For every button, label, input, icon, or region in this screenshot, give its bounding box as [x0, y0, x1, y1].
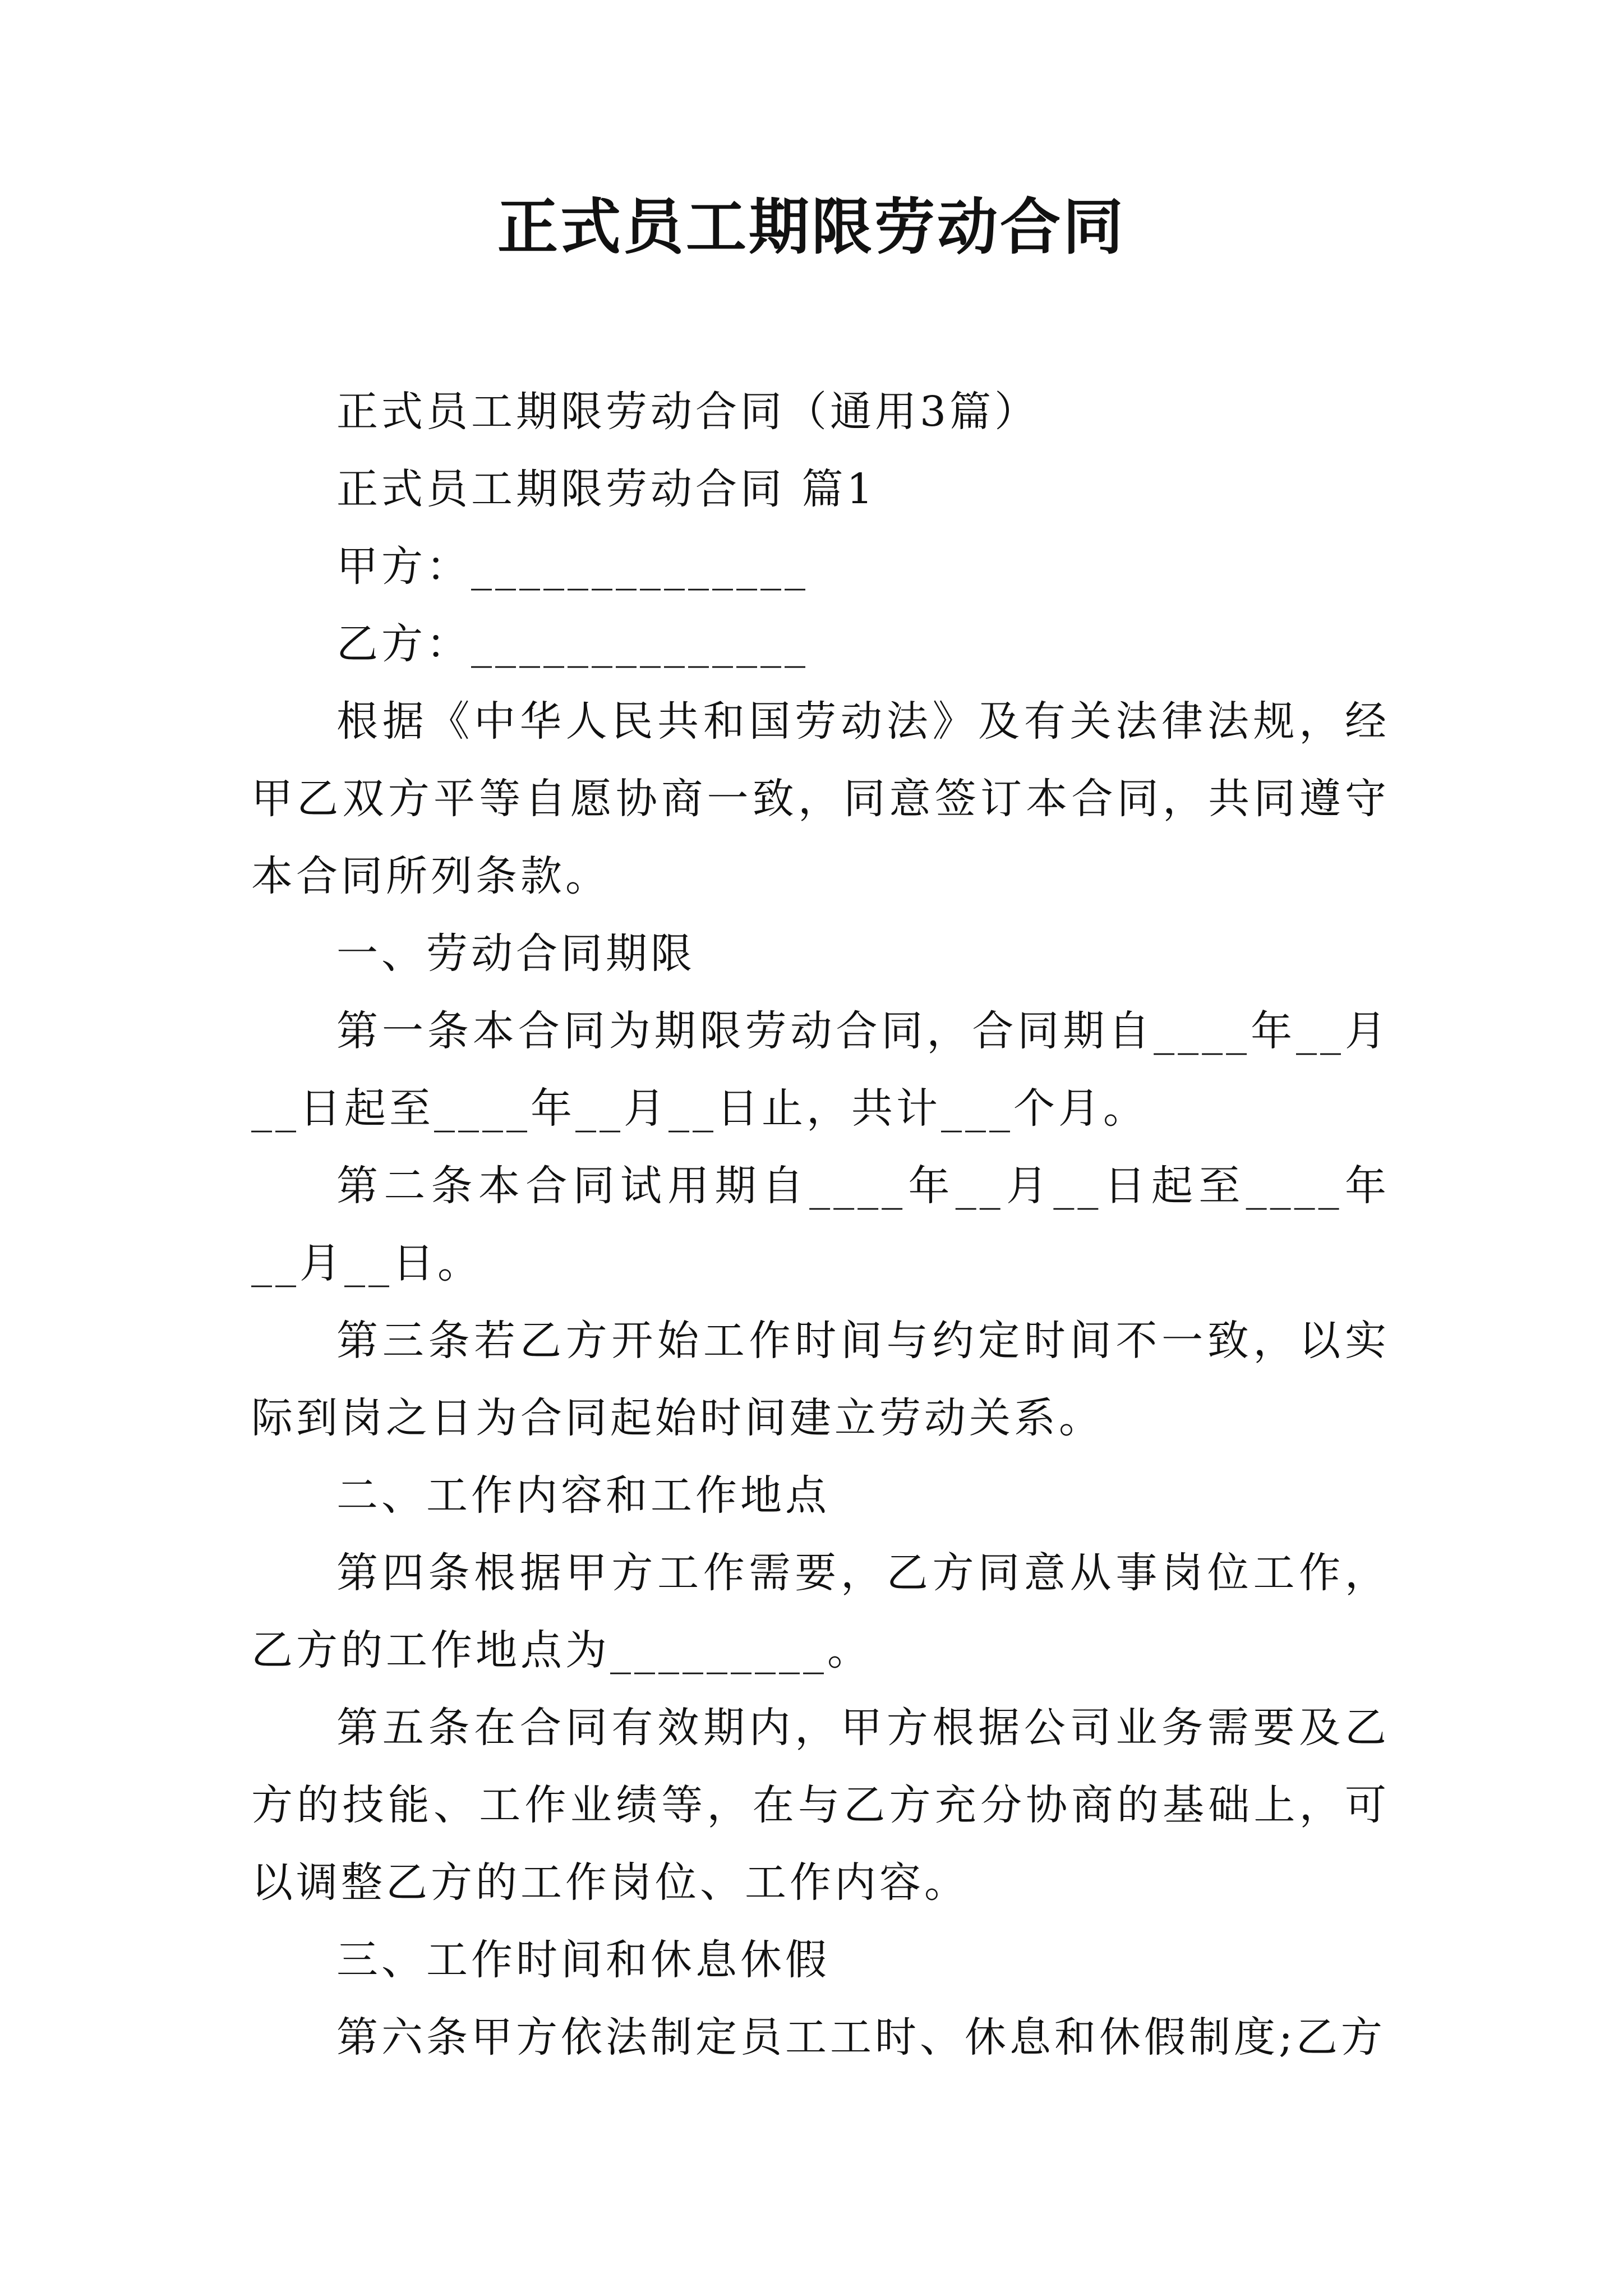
party-a-line: 甲方：______________ [336, 542, 809, 591]
party-b-line: 乙方：______________ [336, 620, 809, 668]
document-title: 正式员工期限劳动合同 [497, 192, 1126, 263]
chapter-heading: 三、工作时间和休息休假 [336, 1936, 830, 1984]
article-paragraph: 第二条本合同试用期自____年__月__日起至____年__月__日。 [251, 1162, 1390, 1287]
preamble-paragraph: 根据《中华人民共和国劳动法》及有关法律法规，经甲乙双方平等自愿协商一致，同意签订本合同，共同遵守本合同所列条款。 [251, 697, 1390, 900]
chapter-heading: 一、劳动合同期限 [336, 930, 695, 978]
document-body [251, 373, 1390, 2076]
section-heading: 正式员工期限劳动合同 篇1 [336, 465, 877, 513]
subtitle-line: 正式员工期限劳动合同（通用3篇） [336, 388, 1040, 436]
article-paragraph: 第六条甲方依法制定员工工时、休息和休假制度;乙方 [336, 2013, 1386, 2062]
chapter-heading: 二、工作内容和工作地点 [336, 1471, 830, 1520]
article-paragraph: 第五条在合同有效期内，甲方根据公司业务需要及乙方的技能、工作业绩等，在与乙方充分协商的基础上，可以调整乙方的工作岗位、工作内容。 [251, 1704, 1390, 1907]
article-paragraph: 第一条本合同为期限劳动合同，合同期自____年__月__日起至____年__月__日止，共计___个月。 [251, 1007, 1390, 1133]
article-paragraph: 第三条若乙方开始工作时间与约定时间不一致，以实际到岗之日为合同起始时间建立劳动关系。 [251, 1317, 1390, 1442]
article-paragraph: 第四条根据甲方工作需要，乙方同意从事岗位工作，乙方的工作地点为_________。 [251, 1549, 1390, 1674]
